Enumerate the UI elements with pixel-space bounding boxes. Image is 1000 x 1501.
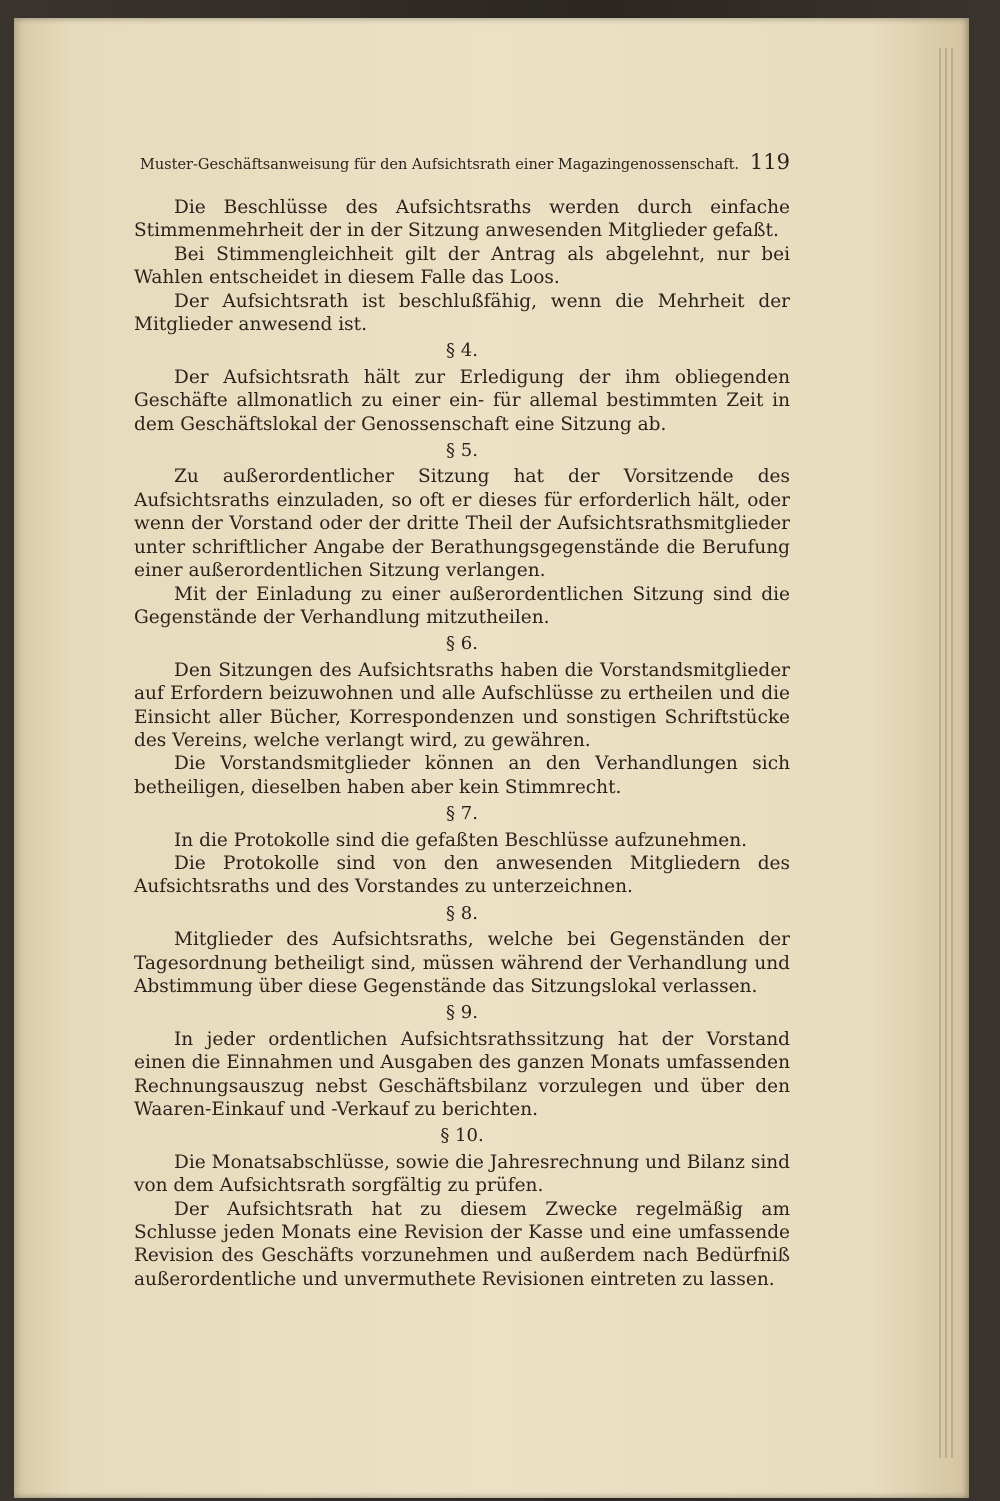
page-number: 119 <box>749 150 790 174</box>
page-body <box>134 196 790 1291</box>
paragraph: Bei Stimmengleichheit gilt der Antrag als abgelehnt, nur bei Wahlen entscheidet in diesem Falle das Loos. <box>134 243 790 289</box>
paragraph: Der Aufsichtsrath hält zur Erledigung der ihm obliegenden Geschäfte allmonatlich zu einer ein- für allemal bestimmten Zeit in dem Geschäftslokal der Genossenschaft eine Sitzung ab. <box>134 366 790 435</box>
section-heading: § 9. <box>446 1002 478 1024</box>
paragraph: In jeder ordentlichen Aufsichtsrathssitzung hat der Vorstand einen die Einnahmen und Ausgaben des ganzen Monats umfassenden Rechnungsauszug nebst Geschäftsbilanz vorzulegen und über den Waaren-Einkauf und -Verkauf zu berichten. <box>134 1028 790 1121</box>
running-title: Muster-Geschäftsanweisung für den Aufsichtsrath einer Magazingenossenschaft. <box>140 157 740 173</box>
running-header <box>140 150 790 174</box>
page-edge-line <box>945 48 947 1458</box>
paragraph: Mit der Einladung zu einer außerordentlichen Sitzung sind die Gegenstände der Verhandlung mitzutheilen. <box>134 583 790 628</box>
page-edge-line <box>939 48 941 1458</box>
section-heading: § 7. <box>446 803 478 825</box>
paragraph: Die Beschlüsse des Aufsichtsraths werden durch einfache Stimmenmehrheit der in der Sitzung anwesenden Mitglieder gefaßt. <box>134 197 790 242</box>
section-heading: § 8. <box>446 902 478 924</box>
paragraph: Die Monatsabschlüsse, sowie die Jahresrechnung und Bilanz sind von dem Aufsichtsrath sorgfältig zu prüfen. <box>134 1151 790 1197</box>
section-heading: § 6. <box>446 633 478 655</box>
page-edge-line <box>951 48 953 1458</box>
paragraph: Zu außerordentlicher Sitzung hat der Vorsitzende des Aufsichtsraths einzuladen, so oft er dieses für erforderlich hält, oder wenn der Vorstand oder der dritte Theil der Aufsichtsrathsmitglieder unter schriftlicher Angabe der Berathungsgegenstände die Berufung einer außerordentlichen Sitzung verlangen. <box>134 466 790 582</box>
paragraph: Der Aufsichtsrath hat zu diesem Zwecke regelmäßig am Schlusse jeden Monats eine Revision der Kasse und eine umfassende Revision des Geschäfts vorzunehmen und außerdem nach Bedürfniß außerordentliche und unvermuthete Revisionen eintreten zu lassen. <box>134 1198 790 1290</box>
paragraph: Der Aufsichtsrath ist beschlußfähig, wenn die Mehrheit der Mitglieder anwesend ist. <box>134 290 790 336</box>
paragraph: Mitglieder des Aufsichtsraths, welche bei Gegenständen der Tagesordnung betheiligt sind, müssen während der Verhandlung und Abstimmung über diese Gegenstände das Sitzungslokal verlassen. <box>134 929 790 997</box>
section-heading: § 10. <box>440 1125 484 1147</box>
paragraph: Die Vorstandsmitglieder können an den Verhandlungen sich betheiligen, dieselben haben aber kein Stimmrecht. <box>134 753 790 798</box>
paragraph: Den Sitzungen des Aufsichtsraths haben die Vorstandsmitglieder auf Erfordern beizuwohnen und alle Aufschlüsse zu ertheilen und die Einsicht aller Bücher, Korrespondenzen und sonstigen Schriftstücke des Vereins, welche verlangt wird, zu gewähren. <box>134 659 790 751</box>
paragraph: In die Protokolle sind die gefaßten Beschlüsse aufzunehmen. <box>174 829 748 851</box>
section-heading: § 4. <box>446 340 478 362</box>
section-heading: § 5. <box>446 440 478 462</box>
paragraph: Die Protokolle sind von den anwesenden Mitgliedern des Aufsichtsraths und des Vorstandes zu unterzeichnen. <box>134 852 790 898</box>
